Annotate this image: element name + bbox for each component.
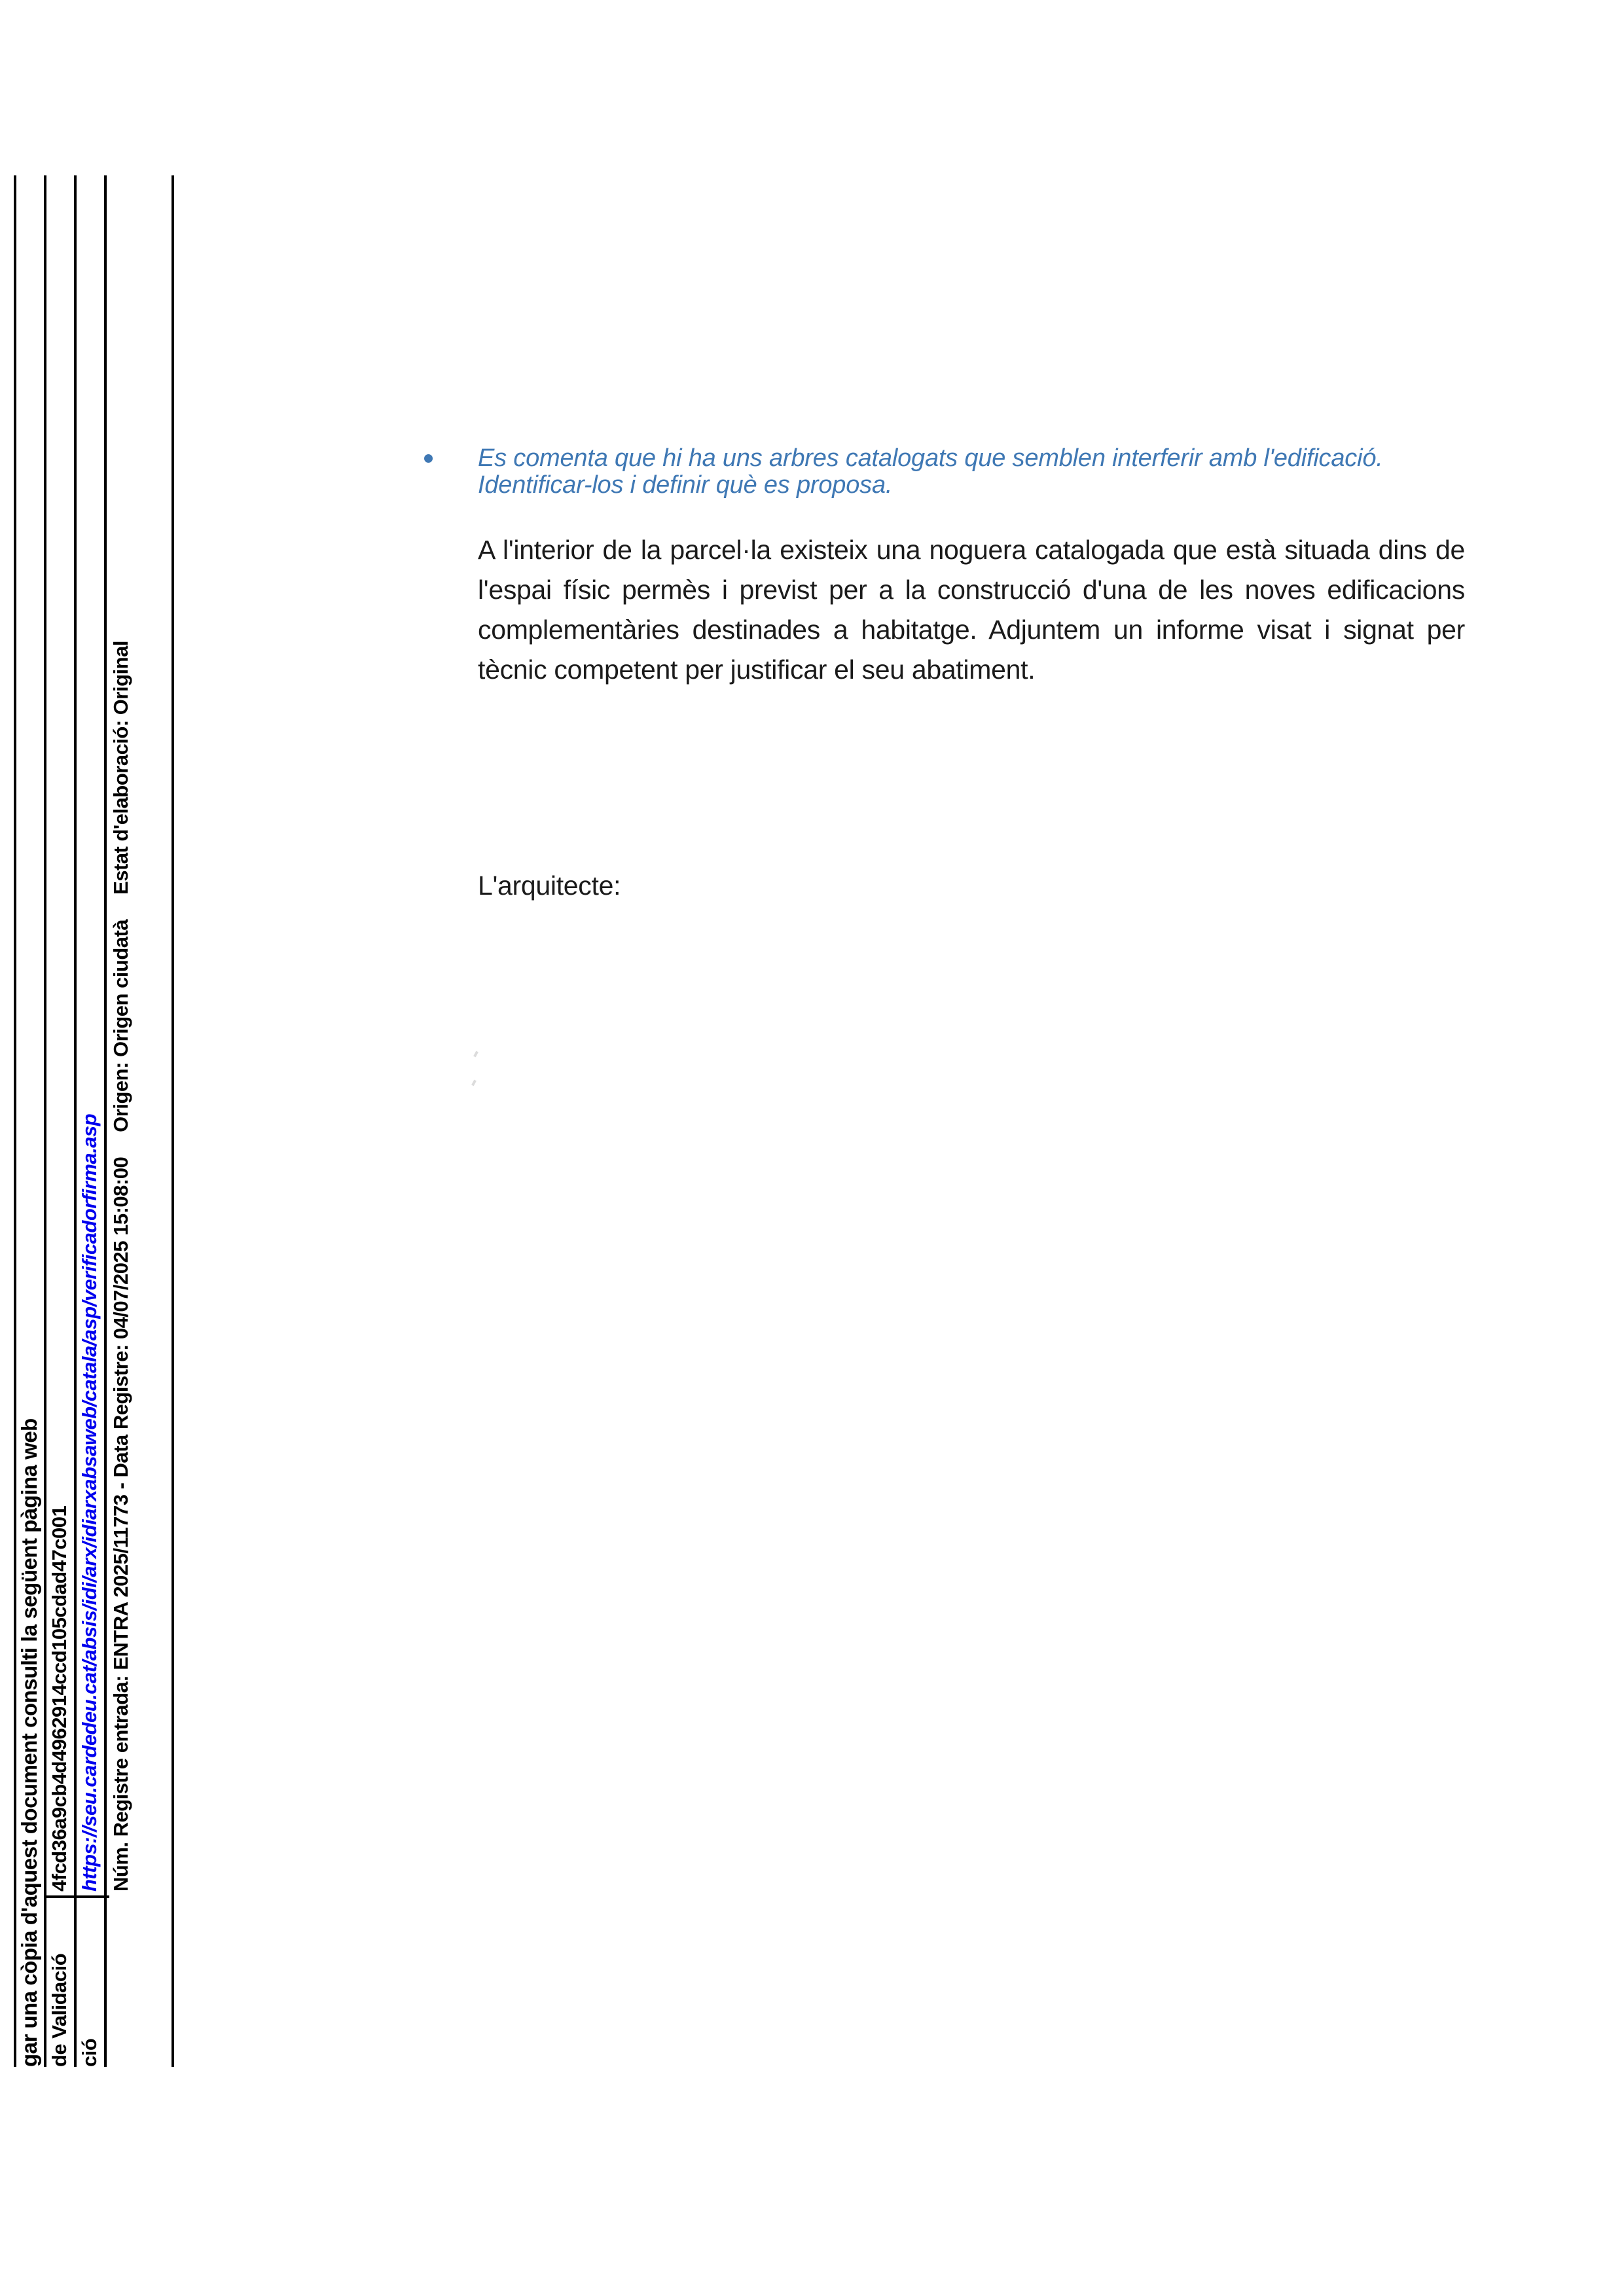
table-border-line — [14, 175, 16, 2067]
table-border-line — [74, 175, 77, 2067]
response-paragraph — [478, 530, 1465, 690]
table-border-line — [171, 175, 174, 2067]
table-border-line — [44, 175, 46, 2067]
validation-code-label: de Validació — [48, 1953, 71, 2067]
sidebar-header-text: gar una còpia d'aquest document consulti la següent pàgina web — [17, 1418, 41, 2067]
remark-line-2: Identificar-los i definir què es proposa. — [478, 471, 893, 499]
paragraph-line-1: A l'interior de la parcel·la existeix una noguera catalogada que està situada dins de — [478, 535, 1465, 565]
paragraph-line-3: complementàries destinades a habitatge. Adjuntem un informe visat i signat per — [478, 615, 1465, 645]
paragraph-line-2: l'espai físic permès i previst per a la construcció d'una de les noves edificacions — [478, 575, 1465, 605]
scan-artifact — [471, 1080, 477, 1086]
registry-metadata-line — [109, 641, 133, 1892]
validation-code-value: 4fcd36a9cb4d4962914ccd105cdad47c001 — [48, 1505, 71, 1892]
table-divider-line — [44, 1895, 109, 1898]
registry-origin-text: Origen: Origen ciudatà — [109, 919, 132, 1132]
registry-elaboration-text: Estat d'elaboració: Original — [109, 641, 132, 895]
validation-url-link[interactable]: https://seu.cardedeu.cat/absis/idi/arx/idiarxabsaweb/catala/asp/verificadorfirma.asp — [78, 1113, 101, 1892]
validation-url-label: ció — [78, 2038, 101, 2067]
remark-line-1: Es comenta que hi ha uns arbres catalogats que semblen interferir amb l'edificació. — [478, 444, 1383, 472]
bullet-dot-icon — [424, 454, 433, 463]
registry-entry-text: Núm. Registre entrada: ENTRA 2025/11773 - Data Registre: 04/07/2025 15:08:00 — [109, 1157, 132, 1892]
paragraph-line-4: tècnic competent per justificar el seu abatiment. — [478, 655, 1036, 685]
signature-label: L'arquitecte: — [478, 870, 621, 901]
remark-bullet-text — [478, 445, 1383, 499]
scan-artifact — [473, 1051, 478, 1058]
table-border-line — [104, 175, 107, 2067]
